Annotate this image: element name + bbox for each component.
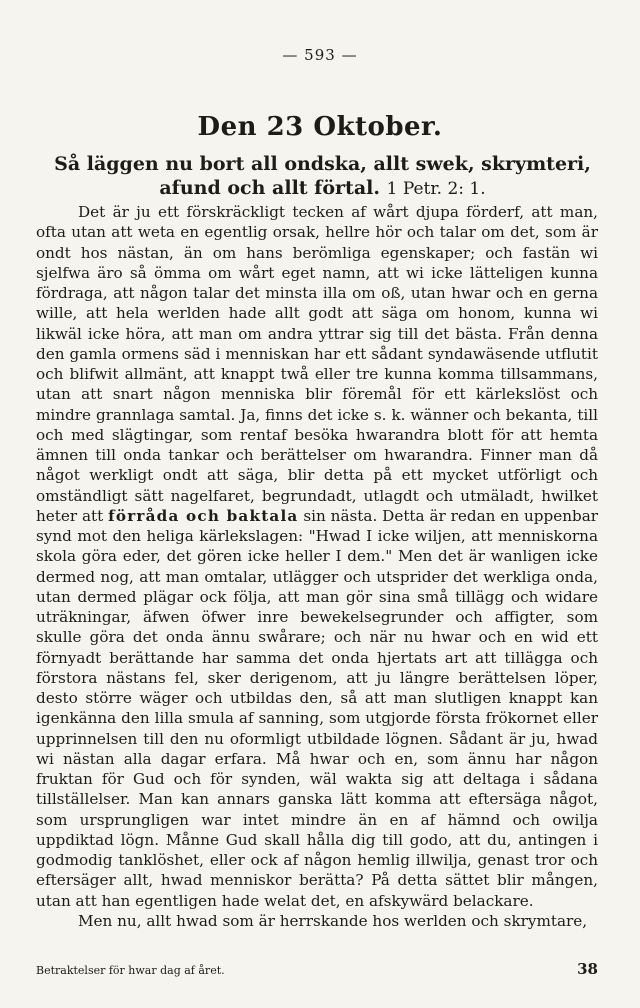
page-footer: [36, 960, 598, 978]
verse-reference: 1 Petr. 2: 1.: [386, 179, 486, 199]
paragraph-text: Det är ju ett förskräckligt tecken af wårt djupa förderf, att man, ofta utan att weta en egentlig orsak, hellre hör och talar om det, som är ondt hos nästan, än om hans berömliga egenskaper; och fastän wi sjelfwa äro så ömma om wårt eget namn, att wi icke lätteligen kunna fördraga, att någon talar det minsta illa om oß, utan hwar och en gerna wille, att hela werlden hade allt godt att säga om honom, kunna wi likwäl icke höra, att man om andra yttrar sig till det bästa. Från denna den gamla ormens säd i menniskan har ett sådant syndawäsende utflutit och blifwit allmänt, att knappt twå eller tre kunna komma tillsammans, utan att snart någon menniska blir föremål för ett kärlekslöst och mindre grannlaga samtal. Ja, finns det icke s. k. wänner och bekanta, till och med slägtingar, som rentaf besöka hwarandra blott för att hemta ämnen till onda tankar och berättelser om hwarandra. Finner man då något werkligt ondt att säga, blir detta på ett mycket utförligt och omständligt sätt nagelfaret, begrundadt, utlagdt och utmäladt, hwilket heter att: [36, 203, 598, 525]
footer-note: Betraktelser för hwar dag af året.: [36, 964, 225, 977]
verse-text: Så läggen nu bort all ondska, allt swek, skrymteri, afund och allt förtal.: [54, 153, 591, 199]
page-heading: Den 23 Oktober.: [197, 112, 443, 142]
emphasized-phrase: förråda och baktala: [108, 506, 299, 525]
body-text: [36, 202, 598, 931]
paragraph-text: Men nu, allt hwad som är herrskande hos werlden och skrymtare,: [78, 911, 588, 930]
page-number: — 593 —: [282, 46, 358, 64]
scripture-verse: [50, 152, 595, 201]
paragraph-text: sin nästa. Detta är redan en uppenbar synd mot den heliga kärlekslagen: "Hwad I icke wiljen, att menniskorna skola göra eder, det gören icke heller I dem." Men det är wanligen icke dermed nog, att man omtalar, utlägger och utsprider det werkliga onda, utan dermed plägar ock följa, att man gör sina små tillägg och widare uträkningar, äfwen öfwer inre bewekelsegrunder och affigter, som skulle göra det onda ännu swårare; och när nu hwar och en wid ett förnyadt berättande har samma det onda hjertats art att tillägga och förstora nästans fel, sker derigenom, att ju längre berättelsen löper, desto större wäger och utbildas den, så att man slutligen knappt kan igenkänna den lilla smula af sanning, som utgjorde första frökornet eller upprinnelsen till den nu oformligt utbildade lögnen. Sådant är ju, hwad wi nästan alla dagar erfara. Må hwar och en, som ännu har någon fruktan för Gud och för synden, wäl wakta sig att deltaga i sådana tillställelser. Man kan annars ganska lätt komma att eftersäga något, som ursprungligen war intet mindre än en af hämnd och owilja uppdiktad lögn. Månne Gud skall hålla dig till godo, att du, antingen i godmodig tanklöshet, eller ock af någon hemlig illwilja, genast tror och eftersäger allt, hwad menniskor berätta? På detta sättet blir mången, utan att han egentligen hade welat det, en afskywärd belackare.: [36, 506, 599, 910]
paragraph: [36, 911, 598, 931]
signature-mark: 38: [577, 960, 598, 978]
paragraph: [36, 202, 598, 911]
